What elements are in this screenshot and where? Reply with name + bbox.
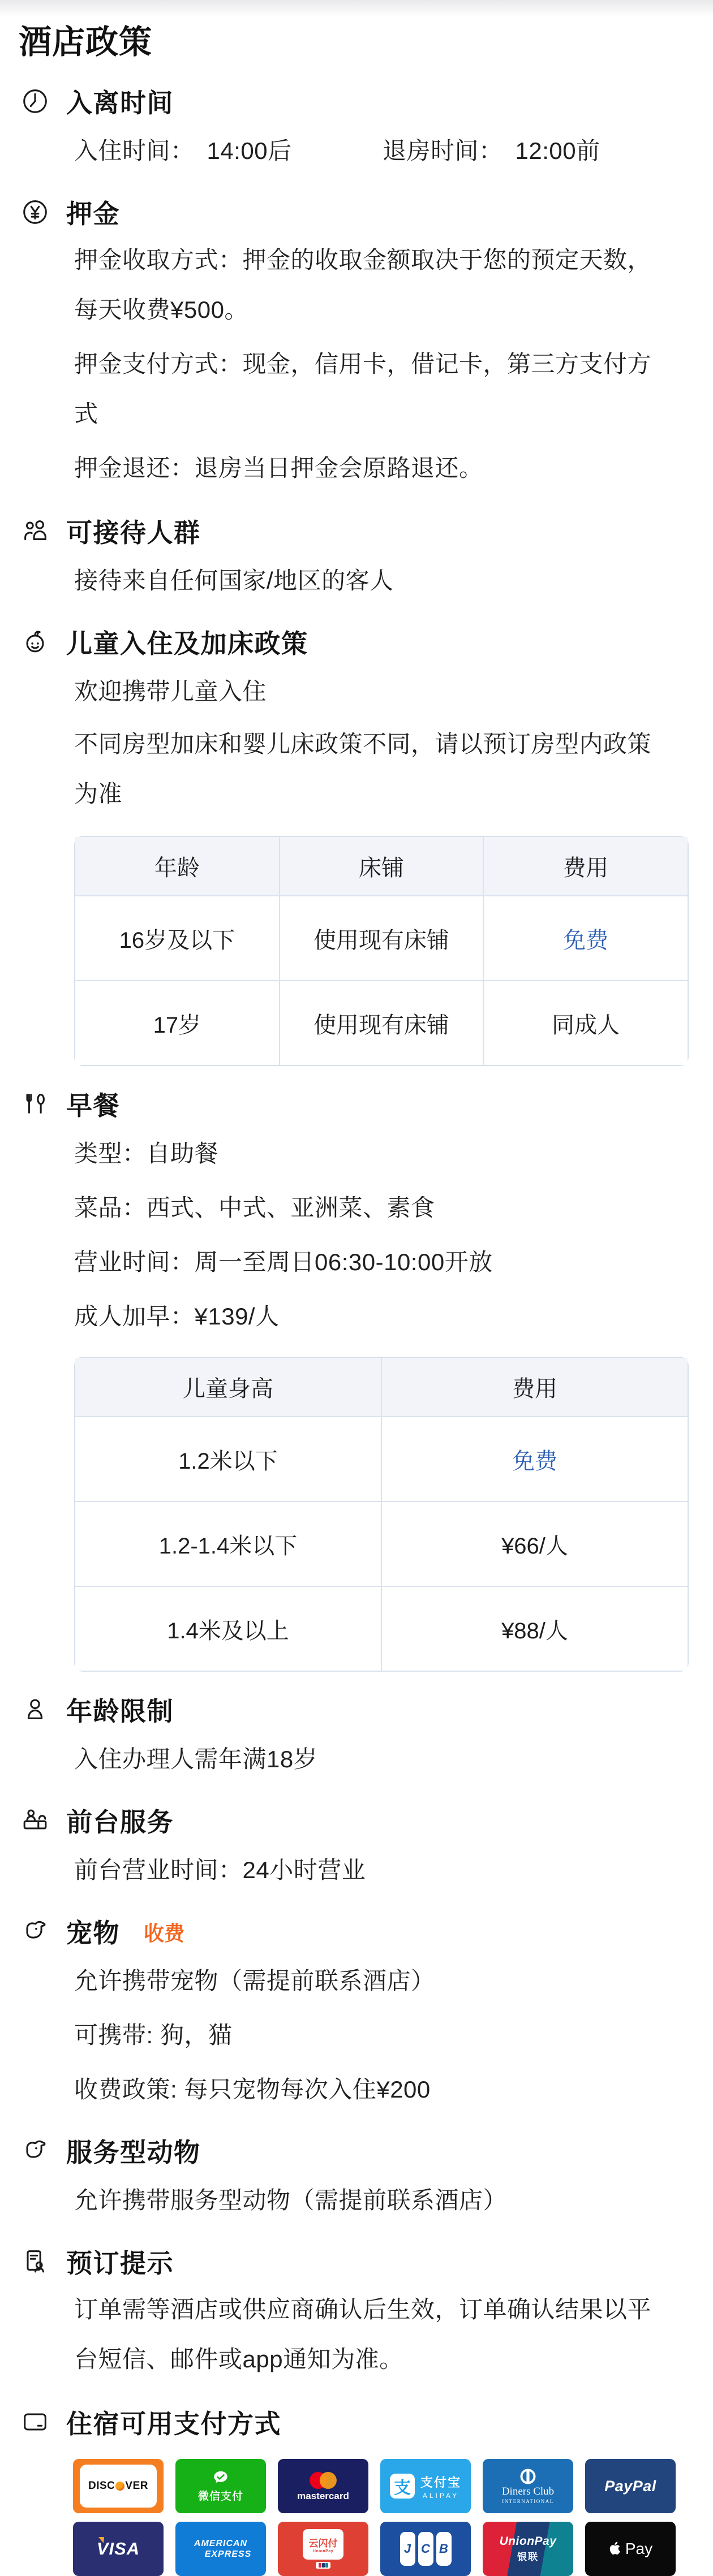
jcb-bar-c: C: [418, 2532, 433, 2566]
payment-unionpay: [483, 2522, 573, 2576]
quickpass-card-logo: [303, 2529, 343, 2560]
cutlery-icon: [19, 1088, 51, 1120]
table-header-age: 年龄: [75, 837, 280, 896]
table-header-row: [75, 837, 688, 896]
table-header-height: 儿童身高: [75, 1358, 381, 1417]
pets-types-text: 可携带: 狗，猫: [74, 2022, 233, 2048]
children-welcome-text: 欢迎携带儿童入住: [74, 678, 267, 705]
payment-wechat-pay: [175, 2459, 266, 2513]
jcb-bar-b: B: [436, 2532, 452, 2566]
discover-logo: [80, 2465, 157, 2508]
deposit-payment-text: 押金支付方式：现金，信用卡，借记卡，第三方支付方式: [74, 351, 652, 427]
table-row: [75, 1501, 688, 1586]
section-header-checkin: [19, 83, 713, 120]
discover-ball-icon: [115, 2482, 124, 2491]
page-title: 酒店政策: [19, 24, 153, 61]
baby-icon: [19, 625, 51, 658]
payment-yunshanfu-quickpass: [278, 2522, 368, 2576]
quickpass-label-en: UnionPay: [312, 2549, 334, 2553]
breakfast-adult-price: 成人加早：¥139/人: [74, 1303, 280, 1330]
table-row: [75, 1417, 688, 1501]
payment-methods-grid: [73, 2459, 713, 2576]
table-cell-fee: ¥88/人: [381, 1586, 688, 1671]
table-cell-fee-free: 免费: [483, 896, 688, 981]
table-cell-height: 1.4米及以上: [75, 1586, 381, 1671]
payment-jcb: [380, 2522, 471, 2576]
payment-mastercard: [278, 2459, 368, 2513]
children-bed-table: [74, 836, 689, 1066]
breakfast-hours: 营业时间：周一至周日06:30-10:00开放: [74, 1249, 493, 1275]
checkout-time: [383, 132, 600, 166]
table-header-fee: 费用: [381, 1358, 688, 1417]
payment-alipay: [380, 2459, 471, 2513]
table-cell-bed: 使用现有床铺: [280, 896, 484, 981]
section-title-service-animals: 服务型动物: [66, 2138, 201, 2167]
bank-card-icon: [19, 2406, 51, 2439]
apple-logo-icon: [608, 2541, 622, 2557]
pets-fee-badge: 收费: [144, 1921, 185, 1945]
table-row: [75, 981, 688, 1065]
section-title-booking-tips: 预订提示: [66, 2249, 174, 2278]
table-cell-fee: ¥66/人: [381, 1501, 688, 1586]
section-title-checkin: 入离时间: [66, 88, 174, 118]
table-header-bed: 床铺: [280, 837, 484, 896]
section-title-guests: 可接待人群: [66, 518, 201, 547]
wechat-bubble-icon: [212, 2470, 229, 2486]
payment-paypal: [585, 2459, 676, 2513]
children-policy-text: 不同房型加床和婴儿床政策不同，请以预订房型内政策为准: [74, 731, 652, 807]
table-cell-fee: 同成人: [483, 981, 688, 1065]
section-header-front-desk: [19, 1802, 713, 1839]
checkin-time-value: 14:00后: [207, 137, 292, 164]
section-title-breakfast: 早餐: [66, 1091, 120, 1120]
table-row: [75, 1586, 688, 1671]
alipay-mark-icon: 支: [390, 2474, 415, 2499]
section-header-pets: [19, 1913, 713, 1950]
diners-club-label: Diners Club: [501, 2486, 555, 2497]
amex-label-line1: AMERICAN: [194, 2539, 248, 2548]
paypal-label: PayPal: [604, 2477, 656, 2495]
payment-visa: [73, 2522, 164, 2576]
mastercard-label: mastercard: [297, 2491, 349, 2501]
table-cell-height: 1.2-1.4米以下: [75, 1501, 381, 1586]
pets-fee-policy-text: 收费政策: 每只宠物每次入住¥200: [74, 2076, 431, 2103]
apple-pay-label: Pay: [625, 2540, 653, 2557]
jcb-bar-j: J: [400, 2532, 415, 2566]
reception-desk-icon: [19, 1804, 51, 1837]
quickpass-label-zh: 云闪付: [308, 2538, 338, 2549]
deposit-collect-text: 押金收取方式：押金的收取金额取决于您的预定天数，每天收费¥500。: [74, 247, 652, 323]
section-header-payments: [19, 2404, 713, 2441]
discover-text-right: VER: [125, 2480, 148, 2492]
table-cell-age: 17岁: [75, 981, 280, 1065]
table-cell-age: 16岁及以下: [75, 896, 280, 981]
payment-american-express: [175, 2522, 266, 2576]
table-row: [75, 896, 688, 981]
payment-apple-pay: [585, 2522, 676, 2576]
checkout-time-label: 退房时间：: [383, 137, 503, 164]
amex-label-line2: EXPRESS: [204, 2549, 252, 2559]
wechat-pay-label: 微信支付: [197, 2490, 243, 2502]
section-title-front-desk: 前台服务: [66, 1807, 174, 1837]
payment-discover: [73, 2459, 164, 2513]
unionpay-label-zh: 银联: [517, 2552, 539, 2562]
table-header-row: [75, 1358, 688, 1417]
section-title-children: 儿童入住及加床政策: [66, 629, 308, 658]
service-animals-body: 允许携带服务型动物（需提前联系酒店）: [74, 2187, 508, 2213]
pets-allowed-text: 允许携带宠物（需提前联系酒店）: [74, 1967, 435, 1994]
table-cell-bed: 使用现有床铺: [280, 981, 484, 1065]
clock-icon: [19, 85, 51, 118]
checkin-time-label: 入住时间：: [74, 137, 195, 164]
section-title-deposit: 押金: [66, 199, 120, 228]
dog-icon: [19, 2134, 51, 2167]
people-icon: [19, 515, 51, 547]
checkin-times-row: [74, 124, 713, 174]
front-desk-body: 前台营业时间：24小时营业: [74, 1857, 366, 1883]
section-title-pets: 宠物: [66, 1918, 120, 1948]
visa-label: VISA: [96, 2539, 140, 2558]
breakfast-fee-table: [74, 1357, 689, 1672]
alipay-labels: [420, 2473, 461, 2500]
breakfast-type: 类型：自助餐: [74, 1140, 219, 1167]
guests-body: 接待来自任何国家/地区的客人: [74, 567, 394, 594]
checkout-time-value: 12:00前: [515, 137, 600, 164]
dog-icon: [19, 1915, 51, 1948]
alipay-label-zh: 支付宝: [420, 2475, 461, 2489]
section-header-children: [19, 623, 713, 661]
booking-note-icon: [19, 2245, 51, 2278]
section-header-breakfast: [19, 1085, 713, 1123]
age-restriction-icon: [19, 1693, 51, 1726]
visa-wedge-icon: [98, 2537, 104, 2543]
unionpay-flag-icon: [316, 2562, 330, 2569]
booking-tips-body: 订单需等酒店或供应商确认后生效，订单确认结果以平台短信、邮件或app通知为准。: [74, 2296, 652, 2372]
section-header-booking-tips: [19, 2243, 713, 2280]
discover-text-left: DISC: [88, 2480, 115, 2492]
table-cell-height: 1.2米以下: [75, 1417, 381, 1501]
section-header-service-animals: [19, 2132, 713, 2169]
age-limit-body: 入住办理人需年满18岁: [74, 1746, 318, 1772]
section-title-age-limit: 年龄限制: [66, 1697, 174, 1726]
unionpay-label-en: UnionPay: [499, 2535, 557, 2548]
section-header-deposit: [19, 193, 713, 231]
alipay-label-en: ALIPAY: [422, 2491, 459, 2500]
checkin-time: [74, 132, 383, 166]
yen-circle-icon: [19, 196, 51, 228]
table-cell-fee-free: 免费: [381, 1417, 688, 1501]
section-title-payments: 住宿可用支付方式: [66, 2409, 281, 2439]
breakfast-menu: 菜品：西式、中式、亚洲菜、素食: [74, 1194, 435, 1221]
table-header-fee: 费用: [483, 837, 688, 896]
section-header-age-limit: [19, 1691, 713, 1728]
diners-club-sublabel: INTERNATIONAL: [502, 2499, 554, 2504]
mastercard-circles-icon: [306, 2470, 341, 2491]
deposit-refund-text: 押金退还：退房当日押金会原路退还。: [74, 455, 483, 481]
diners-club-emblem-icon: [519, 2468, 536, 2485]
payment-diners-club: [483, 2459, 573, 2513]
section-header-guests: [19, 512, 713, 550]
